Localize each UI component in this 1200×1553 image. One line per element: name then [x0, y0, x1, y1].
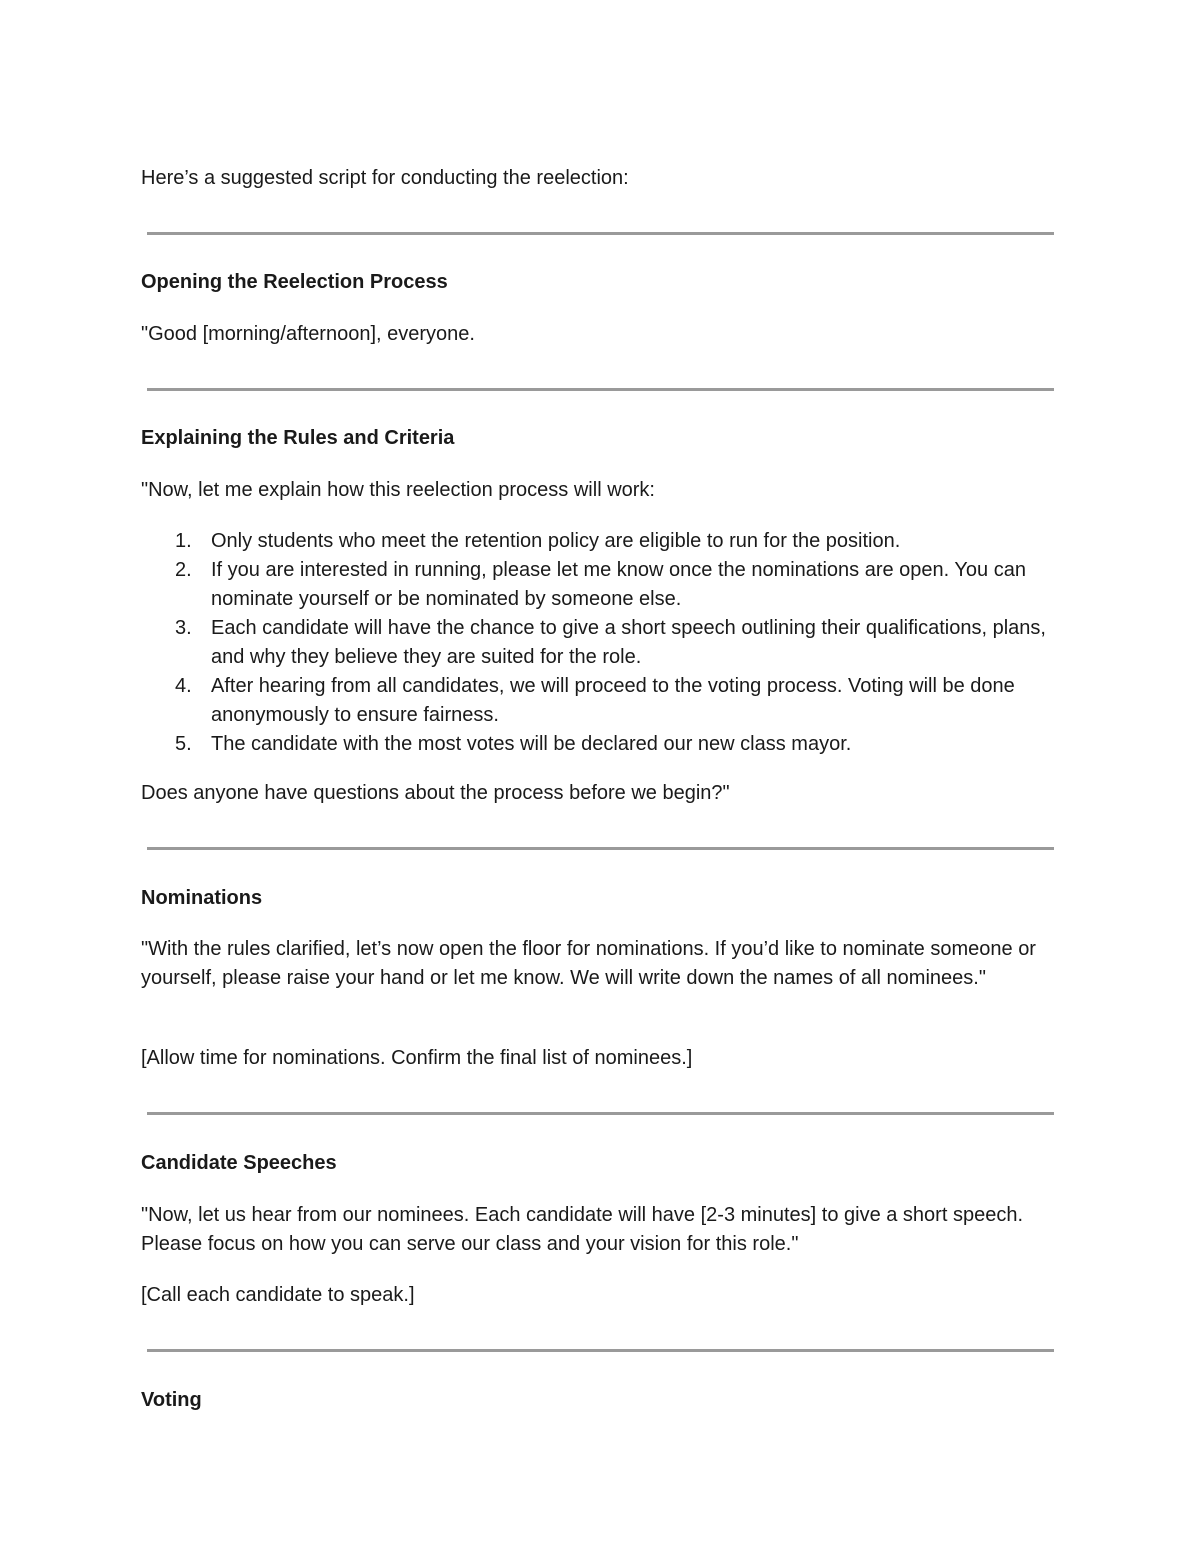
section-heading-nominations: Nominations: [141, 887, 263, 909]
rules-intro: "Now, let me explain how this reelection process will work:: [141, 479, 655, 501]
list-item-number: 2.: [175, 559, 192, 581]
divider: [147, 1349, 1054, 1352]
divider: [147, 1112, 1054, 1115]
section-heading-speeches: Candidate Speeches: [141, 1152, 337, 1174]
list-item-number: 4.: [175, 675, 192, 697]
list-item: [141, 730, 1061, 759]
list-item: [141, 672, 1061, 730]
divider: [147, 232, 1054, 235]
opening-greeting: "Good [morning/afternoon], everyone.: [141, 323, 475, 345]
speeches-note: [Call each candidate to speak.]: [141, 1284, 415, 1306]
intro-text: Here’s a suggested script for conducting the reelection:: [141, 167, 629, 189]
nominations-text: "With the rules clarified, let’s now open the floor for nominations. If you’d like to nominate someone or yourself, please raise your hand or let me know. We will write down the names of all nominees.": [141, 938, 1036, 989]
list-item-text: After hearing from all candidates, we will proceed to the voting process. Voting will be done anonymously to ensure fairness.: [211, 675, 1015, 726]
section-heading-opening: Opening the Reelection Process: [141, 271, 448, 293]
list-item-number: 3.: [175, 617, 192, 639]
speeches-text: "Now, let us hear from our nominees. Each candidate will have [2-3 minutes] to give a short speech. Please focus on how you can serve our class and your vision for this role.": [141, 1204, 1024, 1255]
list-item-number: 5.: [175, 733, 192, 755]
section-heading-voting: Voting: [141, 1389, 202, 1411]
nominations-note: [Allow time for nominations. Confirm the final list of nominees.]: [141, 1047, 693, 1069]
list-item: [141, 527, 1061, 556]
list-item-text: If you are interested in running, please let me know once the nominations are open. You can nominate yourself or be nominated by someone else.: [211, 559, 1026, 610]
rules-list: [141, 527, 1061, 759]
section-heading-rules: Explaining the Rules and Criteria: [141, 427, 455, 449]
list-item-text: Each candidate will have the chance to give a short speech outlining their qualifications, plans, and why they believe they are suited for the role.: [211, 617, 1046, 668]
divider: [147, 388, 1054, 391]
list-item-text: The candidate with the most votes will be declared our new class mayor.: [211, 733, 852, 755]
rules-outro: Does anyone have questions about the process before we begin?": [141, 782, 730, 804]
list-item-text: Only students who meet the retention policy are eligible to run for the position.: [211, 530, 901, 552]
list-item: [141, 556, 1061, 614]
list-item-number: 1.: [175, 530, 192, 552]
divider: [147, 847, 1054, 850]
list-item: [141, 614, 1061, 672]
